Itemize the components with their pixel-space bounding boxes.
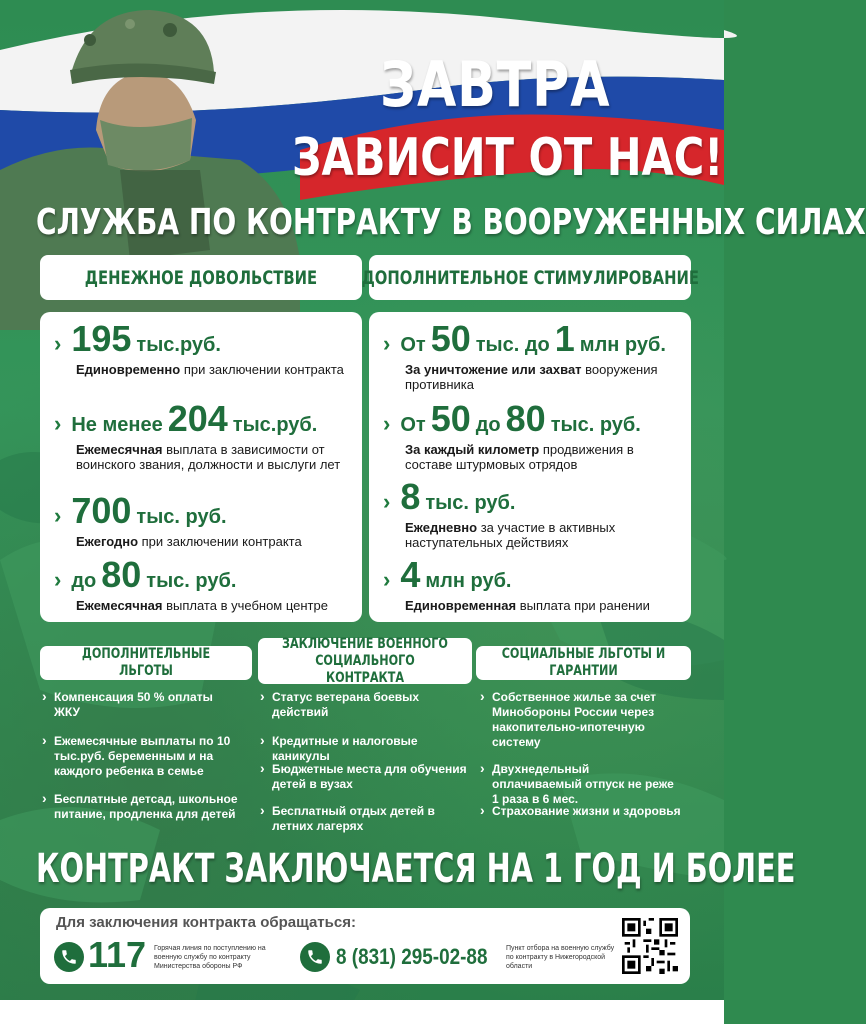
bonus-desc: вооружения противника [405,362,658,392]
bonus-amount: 50 [430,318,471,359]
bonus-mid: тыс. до [475,334,550,356]
money-card [40,312,362,622]
hotline-note: Горячая линия по поступлению на военную службу по контракту Министерства обороны РФ [154,945,266,970]
money-unit: тыс. руб. [136,506,227,528]
list-item: › Ежемесячные выплаты по 10 тыс.руб. беременным и на каждого ребенка в семье [54,734,240,779]
list-item: › Собственное жилье за счет Минобороны России через накопительно-ипотечную систему [492,690,672,750]
bonus-item [383,476,683,550]
social-contract-title [258,635,472,686]
money-amount: 195 [71,318,132,359]
bonus-amount: 50 [430,398,471,439]
chevron-right-icon: › [383,331,391,356]
bonus-desc-bold: За каждый километр [405,442,540,457]
list-item: › Бесплатные детсад, школьное питание, продленка для детей [54,792,244,822]
bonus-prefix: От [400,334,426,356]
list-item: › Кредитные и налоговые каникулы [272,734,472,764]
money-item [54,554,354,613]
social-guarantees-title-text: СОЦИАЛЬНЫЕ ЛЬГОТЫ И ГАРАНТИИ [501,646,666,679]
regional-phone-number[interactable]: 8 (831) 295-02-88 [336,944,488,969]
bonus-card [369,312,691,622]
bonus-item [383,554,683,613]
money-item [54,318,354,377]
list-item: › Компенсация 50 % оплаты ЖКУ [54,690,234,720]
bonus-amount: 4 [400,554,421,595]
subtitle: СЛУЖБА ПО КОНТРАКТУ В ВООРУЖЕННЫХ СИЛАХ [36,202,866,243]
money-desc: выплата в учебном центре [162,598,328,613]
contact-box [40,908,690,984]
bonus-amount2: 1 [554,318,575,359]
social-guarantees-title [476,646,691,680]
headline-line1: ЗАВТРА [380,48,611,121]
chevron-right-icon: › [54,567,62,592]
bottom-strip [0,1000,724,1024]
money-desc-bold: Ежегодно [76,534,139,549]
bonus-desc: за участие в активных наступательных действиях [405,520,616,550]
money-item [54,398,354,472]
phone-icon [300,942,330,972]
money-section-title [40,255,362,300]
list-item: › Двухнедельный оплачиваемый отпуск не реже 1 раза в 6 мес. [492,762,682,807]
money-desc: выплата в зависимости от воинского звания, должности и выслуги лет [76,442,341,472]
bonus-section-title-text: ДОПОЛНИТЕЛЬНОЕ СТИМУЛИРОВАНИЕ [361,266,699,289]
bonus-unit: млн руб. [579,334,666,356]
bonus-unit: тыс. руб. [425,492,516,514]
bonus-mid: до [475,414,501,436]
bonus-unit: тыс. руб. [550,414,641,436]
money-desc-bold: Ежемесячная [76,442,163,457]
money-item [54,490,354,549]
extra-benefits-title [40,646,252,680]
list-item: › Страхование жизни и здоровья [492,804,692,819]
hotline-number[interactable]: 117 [88,934,147,975]
contract-duration-headline: КОНТРАКТ ЗАКЛЮЧАЕТСЯ НА 1 ГОД И БОЛЕЕ [36,846,796,892]
bonus-unit: млн руб. [425,570,512,592]
bonus-desc-bold: Ежедневно [405,520,478,535]
extra-benefits-title-text: ДОПОЛНИТЕЛЬНЫЕ ЛЬГОТЫ [81,646,211,679]
money-desc-bold: Ежемесячная [76,598,163,613]
social-contract-title-text: ЗАКЛЮЧЕНИЕ ВОЕННОГО СОЦИАЛЬНОГО КОНТРАКТА [282,635,448,686]
chevron-right-icon: › [54,411,62,436]
chevron-right-icon: › [383,567,391,592]
money-section-title-text: ДЕНЕЖНОЕ ДОВОЛЬСТВИЕ [84,266,318,289]
money-amount: 80 [101,554,142,595]
money-amount: 700 [71,490,132,531]
contact-title: Для заключения контракта обращаться: [56,914,356,931]
money-unit: тыс.руб. [136,334,221,356]
list-item: › Бюджетные места для обучения детей в вузах [272,762,472,792]
chevron-right-icon: › [383,489,391,514]
bonus-item [383,398,683,472]
money-desc: при заключении контракта [138,534,302,549]
chevron-right-icon: › [54,331,62,356]
phone-icon [54,942,84,972]
list-item: › Бесплатный отдых детей в летних лагерях [272,804,442,834]
chevron-right-icon: › [383,411,391,436]
money-amount: 204 [167,398,228,439]
bonus-desc: продвижения в составе штурмовых отрядов [405,442,634,472]
qr-code[interactable] [622,918,678,974]
bonus-amount2: 80 [505,398,546,439]
bonus-section-title [361,255,699,300]
regional-phone-note: Пункт отбора на военную службу по контракту в Нижегородской области [506,945,615,970]
bonus-item [383,318,683,392]
money-desc-bold: Единовременно [76,362,181,377]
money-prefix: Не менее [71,414,163,436]
bonus-amount: 8 [400,476,421,517]
headline-line2: ЗАВИСИТ ОТ НАС! [292,128,724,188]
chevron-right-icon: › [54,503,62,528]
bonus-prefix: От [400,414,426,436]
bonus-desc-bold: Единовременная [405,598,517,613]
money-unit: тыс. руб. [146,570,237,592]
money-prefix: до [71,570,97,592]
money-unit: тыс.руб. [232,414,318,436]
bonus-desc-bold: За уничтожение или захват [405,362,582,377]
money-desc: при заключении контракта [180,362,344,377]
bonus-desc: выплата при ранении [516,598,650,613]
list-item: › Статус ветерана боевых действий [272,690,442,720]
